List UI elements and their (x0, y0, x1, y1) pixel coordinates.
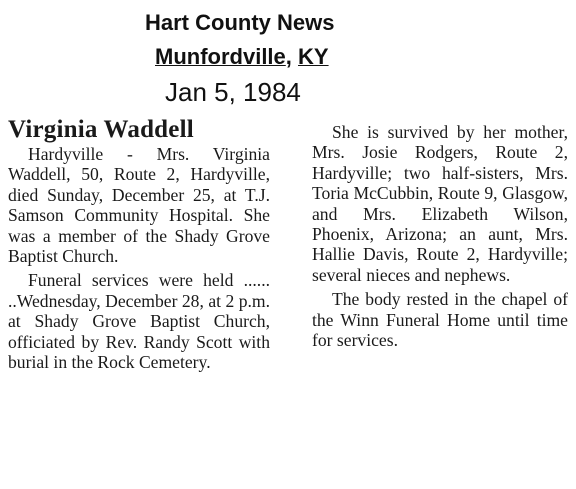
obituary-paragraph: She is survived by her mother, Mrs. Josie Rodgers, Route 2, Hardyville; two half-sisters, Mrs. Toria McCubbin, Route 9, Glasgow, and Mrs. Elizabeth Wilson, Phoenix, Arizona; an aunt, Mrs. Hallie Davis, Route 2, Hardyville; several nieces and nephews. (312, 122, 568, 285)
state-name: KY (298, 44, 329, 69)
obituary-paragraph: The body rested in the chapel of the Winn Funeral Home until time for services. (312, 289, 568, 351)
obituary-name: Virginia Waddell (8, 116, 194, 143)
obituary-right-column (312, 122, 568, 350)
newspaper-location: Munfordville, KY (155, 44, 329, 69)
obituary-paragraph: Hardyville - Mrs. Virginia Waddell, 50, Route 2, Hardyville, died Sunday, December 25, at T.J. Samson Community Hospital. She was a member of the Shady Grove Baptist Church. (8, 144, 270, 267)
city-name: Munfordville (155, 44, 286, 69)
obituary-left-column (8, 116, 270, 372)
obituary-clipping (0, 116, 576, 489)
publication-date: Jan 5, 1984 (165, 77, 301, 107)
obituary-paragraph: Funeral services were held ...... ..Wednesday, December 28, at 2 p.m. at Shady Grove Baptist Church, officiated by Rev. Randy Scott with burial in the Rock Cemetery. (8, 270, 270, 373)
newspaper-name: Hart County News (145, 10, 335, 35)
